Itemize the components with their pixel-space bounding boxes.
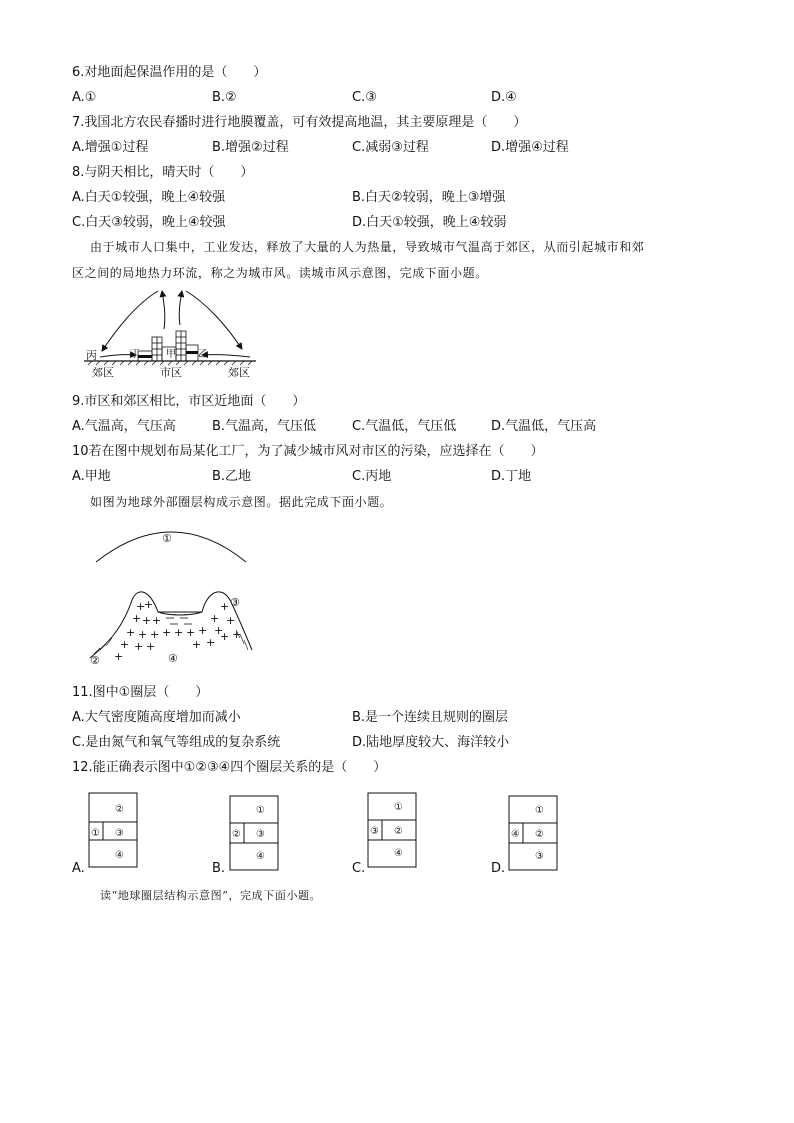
svg-text:+: + <box>220 630 230 643</box>
q12-a-bottom: ④ <box>115 850 124 861</box>
label-sphere-4: ④ <box>168 652 178 665</box>
svg-text:+: + <box>146 640 156 653</box>
q12-option-a-diagram <box>88 792 138 872</box>
label-city: 市区 <box>160 366 182 379</box>
label-bing: 丙 <box>86 349 97 362</box>
svg-text:+: + <box>120 638 130 651</box>
passage-outer-spheres: 如图为地球外部圈层构成示意图。据此完成下面小题。 <box>90 495 393 509</box>
label-yi: 乙 <box>198 349 208 360</box>
q8-option-a: A.白天①较强，晚上④较强 <box>72 190 226 205</box>
q12-d-mid: ② <box>535 829 544 840</box>
q12-option-c-letter: C. <box>352 861 366 876</box>
label-ding: 丁 <box>130 349 140 360</box>
q10-option-c: C.丙地 <box>352 469 392 484</box>
q12-d-left: ④ <box>511 829 520 840</box>
q12-stem: 12.能正确表示图中①②③④四个圈层关系的是（ ） <box>72 760 387 775</box>
q10-stem: 10若在图中规划布局某化工厂，为了减少城市风对市区的污染，应选择在（ ） <box>72 444 544 459</box>
q12-option-d-diagram <box>508 795 558 875</box>
q11-option-c: C.是由氮气和氧气等组成的复杂系统 <box>72 735 281 750</box>
q12-d-bottom: ③ <box>535 851 544 862</box>
q11-stem: 11.图中①圈层（ ） <box>72 685 209 700</box>
svg-text:+: + <box>226 614 236 627</box>
q6-option-d: D.④ <box>491 90 517 105</box>
q12-b-bottom: ④ <box>256 851 265 862</box>
q12-option-c-diagram <box>367 792 417 872</box>
svg-text:+: + <box>162 626 172 639</box>
q12-option-a-letter: A. <box>72 861 85 876</box>
passage-city-wind-line1: 由于城市人口集中，工业发达，释放了大量的人为热量，导致城市气温高于郊区，从而引起城市和郊 <box>90 240 645 254</box>
q12-b-top: ① <box>256 805 265 816</box>
q9-option-b: B.气温高，气压低 <box>212 419 317 434</box>
q11-option-d: D.陆地厚度较大、海洋较小 <box>352 735 510 750</box>
q10-option-b: B.乙地 <box>212 469 252 484</box>
q12-option-d-letter: D. <box>491 861 506 876</box>
q12-b-mid: ③ <box>256 829 265 840</box>
q12-a-mid: ③ <box>115 828 124 839</box>
q8-stem: 8.与阴天相比，晴天时（ ） <box>72 165 254 180</box>
q9-stem: 9.市区和郊区相比，市区近地面（ ） <box>72 394 306 409</box>
svg-text:+: + <box>152 614 162 627</box>
q12-c-left: ③ <box>370 826 379 837</box>
q6-stem: 6.对地面起保温作用的是（ ） <box>72 65 267 80</box>
q10-option-a: A.甲地 <box>72 469 111 484</box>
svg-text:+: + <box>144 598 154 611</box>
svg-text:+: + <box>134 640 144 653</box>
outer-spheres-diagram <box>86 520 256 670</box>
label-sphere-3: ③ <box>230 596 240 609</box>
city-wind-diagram <box>80 285 270 380</box>
q6-option-a: A.① <box>72 90 97 105</box>
q6-option-b: B.② <box>212 90 237 105</box>
q10-option-d: D.丁地 <box>491 469 532 484</box>
q12-b-left: ② <box>232 829 241 840</box>
svg-text:+: + <box>220 600 230 613</box>
q11-option-b: B.是一个连续且规则的圈层 <box>352 710 509 725</box>
q12-d-top: ① <box>535 805 544 816</box>
svg-text:+: + <box>136 600 146 613</box>
q8-option-d: D.白天①较强，晚上④较弱 <box>352 215 507 230</box>
svg-text:+: + <box>210 612 220 625</box>
q7-option-b: B.增强②过程 <box>212 140 289 155</box>
svg-text:+: + <box>192 638 202 651</box>
passage-city-wind-line2: 区之间的局地热力环流，称之为城市风。读城市风示意图，完成下面小题。 <box>72 266 488 280</box>
q7-stem: 7.我国北方农民春播时进行地膜覆盖，可有效提高地温，其主要原理是（ ） <box>72 115 527 130</box>
svg-text:+: + <box>206 636 216 649</box>
svg-text:+: + <box>174 626 184 639</box>
svg-text:+: + <box>132 612 142 625</box>
q12-option-b-diagram <box>229 795 279 875</box>
label-suburb-left: 郊区 <box>92 366 114 379</box>
q12-a-top: ② <box>115 804 124 815</box>
svg-text:+: + <box>138 628 148 641</box>
q12-option-b-letter: B. <box>212 861 226 876</box>
svg-text:+: + <box>198 624 208 637</box>
label-sphere-2: ② <box>90 654 100 667</box>
svg-text:+: + <box>126 626 136 639</box>
q7-option-c: C.减弱③过程 <box>352 140 429 155</box>
q6-option-c: C.③ <box>352 90 377 105</box>
q12-c-mid: ② <box>394 826 403 837</box>
q12-c-top: ① <box>394 802 403 813</box>
q8-option-b: B.白天②较弱，晚上③增强 <box>352 190 506 205</box>
svg-text:+: + <box>214 624 224 637</box>
q9-option-c: C.气温低，气压低 <box>352 419 457 434</box>
label-jia: 甲 <box>166 349 176 360</box>
q8-option-c: C.白天③较弱，晚上④较强 <box>72 215 226 230</box>
svg-text:+: + <box>232 628 242 641</box>
svg-text:+: + <box>186 626 196 639</box>
q7-option-a: A.增强①过程 <box>72 140 149 155</box>
svg-text:+: + <box>150 628 160 641</box>
label-suburb-right: 郊区 <box>228 366 250 379</box>
q7-option-d: D.增强④过程 <box>491 140 569 155</box>
q9-option-d: D.气温低，气压高 <box>491 419 597 434</box>
passage-earth-layers: 读“地球圈层结构示意图”，完成下面小题。 <box>100 889 322 902</box>
q12-a-left: ① <box>91 828 100 839</box>
svg-text:+: + <box>114 650 124 663</box>
label-sphere-1: ① <box>162 532 172 545</box>
q9-option-a: A.气温高，气压高 <box>72 419 176 434</box>
q11-option-a: A.大气密度随高度增加而减小 <box>72 710 241 725</box>
q12-c-bottom: ④ <box>394 848 403 859</box>
svg-text:+: + <box>142 614 152 627</box>
